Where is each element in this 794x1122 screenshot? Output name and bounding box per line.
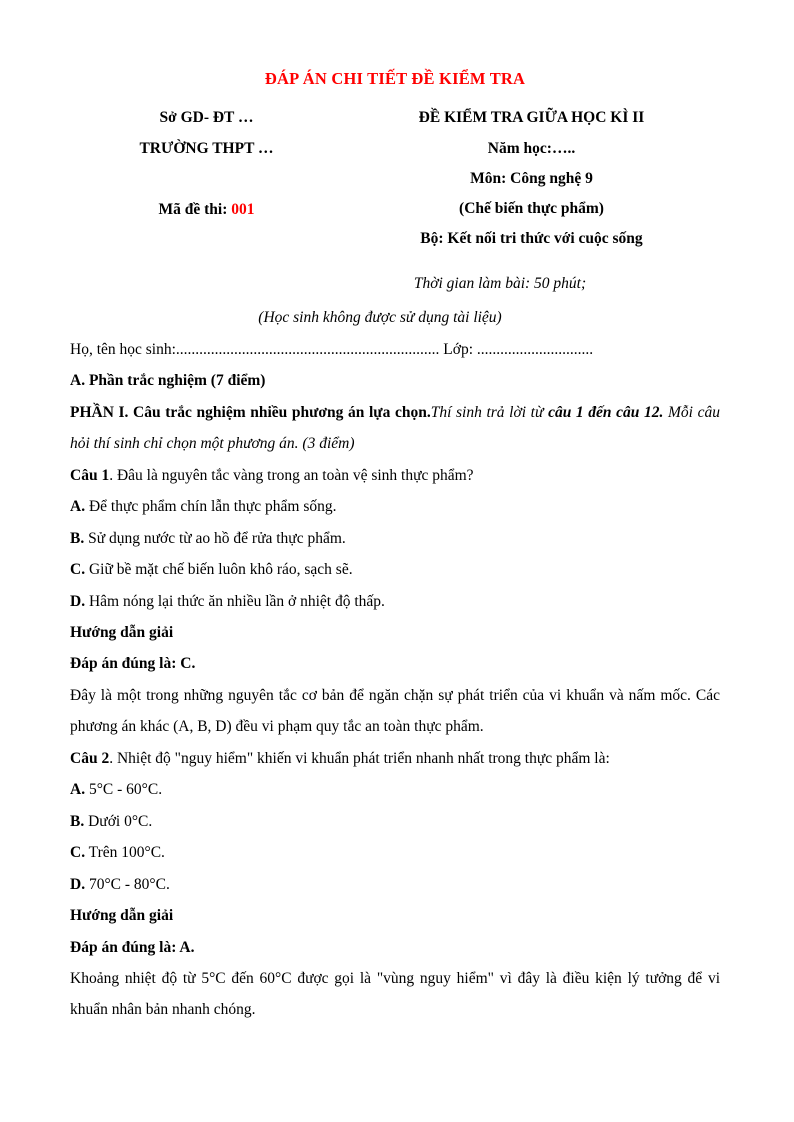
option-key: C. bbox=[70, 844, 86, 862]
explanation-text: Đây là một trong những nguyên tắc cơ bản để ngăn chặn sự phát triển của vi khuẩn và nấm mốc. Các phương án khác (A, B, D) đều vi phạm quy tắc an toàn thực phẩm. bbox=[70, 686, 720, 736]
header-columns bbox=[70, 103, 720, 254]
question-number: Câu 2 bbox=[70, 749, 110, 767]
question-number: Câu 1 bbox=[70, 466, 110, 484]
option-key: C. bbox=[70, 561, 86, 579]
part-a-heading-text: A. Phần trắc nghiệm (7 điểm) bbox=[70, 372, 266, 390]
option-text: 5°C - 60°C. bbox=[85, 781, 163, 799]
option-text: Để thực phẩm chín lẫn thực phẩm sống. bbox=[85, 498, 337, 516]
question-stem bbox=[70, 460, 720, 491]
option-text: Hâm nóng lại thức ăn nhiều lần ở nhiệt độ thấp. bbox=[85, 592, 385, 610]
header-left-column bbox=[70, 103, 343, 225]
school-year-label: Năm học:….. bbox=[487, 139, 576, 157]
explanation-text: Khoảng nhiệt độ từ 5°C đến 60°C được gọi là "vùng nguy hiểm" vì đây là điều kiện lý tưởng để vi khuẩn nhân bản nhanh chóng. bbox=[70, 970, 720, 1019]
part-i-instructions bbox=[70, 397, 720, 460]
school-label: TRƯỜNG THPT … bbox=[139, 139, 274, 157]
answer-line bbox=[70, 932, 720, 963]
question-text: . Đâu là nguyên tắc vàng trong an toàn vệ sinh thực phẩm? bbox=[109, 466, 474, 484]
option-row[interactable] bbox=[70, 491, 720, 522]
exam-header bbox=[70, 103, 720, 332]
answer-line-text: Đáp án đúng là: A. bbox=[70, 938, 195, 956]
option-key: B. bbox=[70, 812, 85, 830]
guide-heading-text: Hướng dẫn giải bbox=[70, 907, 174, 925]
answer-line-text: Đáp án đúng là: C. bbox=[70, 655, 196, 673]
option-row[interactable] bbox=[70, 869, 720, 900]
part-a-heading bbox=[70, 365, 720, 396]
option-text: Trên 100°C. bbox=[85, 844, 165, 862]
page-title: ĐÁP ÁN CHI TIẾT ĐỀ KIỂM TRA bbox=[264, 69, 526, 88]
exam-code-value: 001 bbox=[231, 200, 255, 218]
option-row[interactable] bbox=[70, 837, 720, 868]
guide-heading-text: Hướng dẫn giải bbox=[70, 624, 174, 642]
option-row[interactable] bbox=[70, 523, 720, 554]
header-right-column bbox=[343, 103, 720, 254]
student-class-dots[interactable]: .............................. bbox=[476, 341, 594, 359]
exam-note: (Học sinh không được sử dụng tài liệu) bbox=[258, 308, 502, 326]
department-label: Sở GD- ĐT … bbox=[159, 109, 254, 127]
curriculum-label: Bộ: Kết nối tri thức với cuộc sống bbox=[420, 230, 643, 248]
student-class-label: Lớp: bbox=[443, 341, 474, 359]
exam-name-label: ĐỀ KIỂM TRA GIỮA HỌC KÌ II bbox=[418, 109, 645, 127]
option-key: B. bbox=[70, 529, 85, 547]
guide-heading bbox=[70, 617, 720, 648]
option-text: Dưới 0°C. bbox=[84, 812, 153, 830]
part-i-italic-1: Thí sinh trả lời từ bbox=[430, 403, 549, 421]
student-info-line bbox=[70, 334, 720, 365]
option-row[interactable] bbox=[70, 586, 720, 617]
option-key: A. bbox=[70, 781, 86, 799]
student-name-dots[interactable]: .................................................................... bbox=[175, 341, 440, 359]
answer-line bbox=[70, 648, 720, 679]
student-name-label: Họ, tên học sinh: bbox=[70, 341, 176, 359]
option-text: Sử dụng nước từ ao hồ để rửa thực phẩm. bbox=[84, 529, 346, 547]
subject-label: Môn: Công nghệ 9 bbox=[470, 169, 593, 187]
part-i-bold-intro: PHẦN I. Câu trắc nghiệm nhiều phương án lựa chọn. bbox=[70, 403, 431, 421]
option-row[interactable] bbox=[70, 774, 720, 805]
option-text: 70°C - 80°C. bbox=[85, 875, 170, 893]
question-stem bbox=[70, 743, 720, 774]
exam-duration: Thời gian làm bài: 50 phút; bbox=[413, 274, 587, 292]
part-i-bold-italic: câu 1 đến câu 12. bbox=[548, 403, 664, 421]
guide-heading bbox=[70, 900, 720, 931]
subject-detail-label: (Chế biến thực phẩm) bbox=[459, 200, 604, 218]
question-text: . Nhiệt độ "nguy hiểm" khiến vi khuẩn phát triển nhanh nhất trong thực phẩm là: bbox=[109, 749, 610, 767]
option-row[interactable] bbox=[70, 554, 720, 585]
part-i-italic-2: Mỗi câu hỏi thí sinh chỉ chọn một phương án. (3 điểm) bbox=[70, 403, 720, 453]
exam-code-row bbox=[70, 195, 343, 225]
option-text: Giữ bề mặt chế biến luôn khô ráo, sạch sẽ. bbox=[85, 561, 353, 579]
exam-code-label: Mã đề thi: bbox=[158, 200, 228, 218]
option-key: D. bbox=[70, 592, 86, 610]
option-key: D. bbox=[70, 875, 86, 893]
option-key: A. bbox=[70, 498, 86, 516]
option-row[interactable] bbox=[70, 806, 720, 837]
